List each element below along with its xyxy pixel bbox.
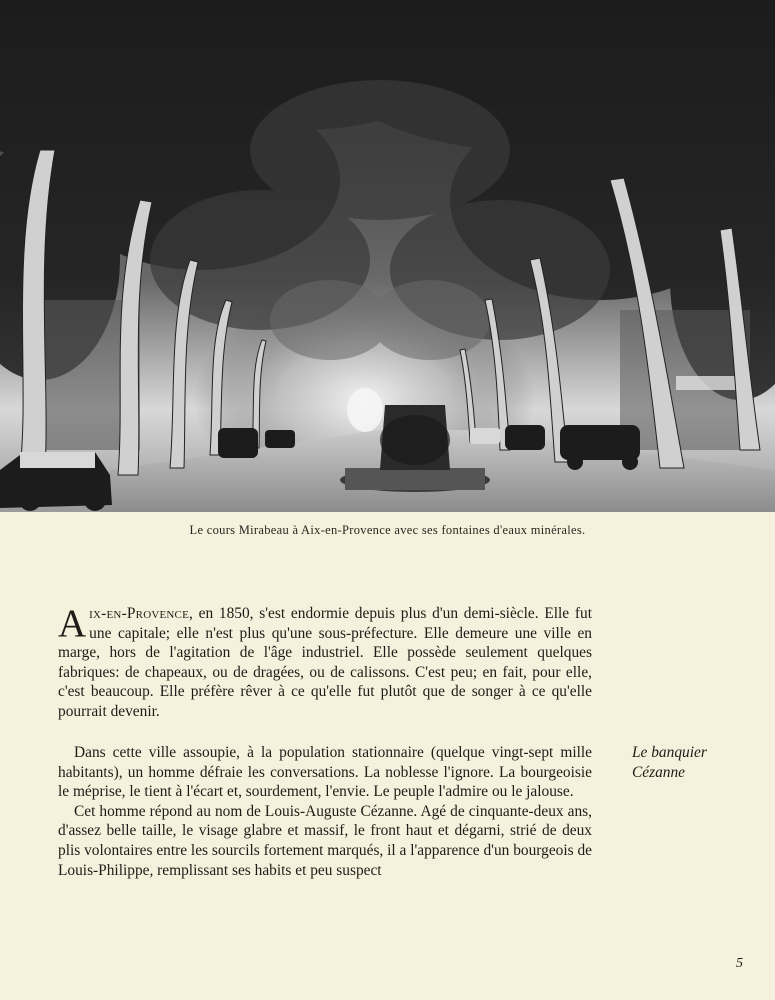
margin-note: [632, 743, 762, 782]
opening-paragraph: [58, 604, 592, 722]
opening-smallcaps: ix-en-Provence: [89, 605, 189, 622]
section-opening: [58, 604, 592, 722]
section-main: [58, 743, 592, 880]
opening-text: , en 1850, s'est endormie depuis plus d'un demi-siècle. Elle fut une capitale; elle n'est plus qu'une sous-préfecture. Elle demeure une ville en marge, hors de l'agitation de l'âge industriel. Elle possède seulement quelques fabriques: de chapeaux, ou de dragées, ou de calissons. C'est peu; en fait, pour elle, c'est beaucoup. Elle préfère rêver à ce qu'elle fut plutôt que de songer à ce qu'elle pourrait devenir.: [58, 605, 592, 720]
body-paragraph: Dans cette ville assoupie, à la population stationnaire (quelque vingt-sept mille habitants), un homme défraie les conversations. La noblesse l'ignore. La bourgeoisie le méprise, le tient à l'écart et, sourdement, l'envie. Le peuple l'admire ou le jalouse.: [58, 744, 592, 801]
margin-note-line: Le banquier: [632, 744, 707, 761]
page-number: 5: [736, 956, 743, 971]
body-paragraph: Cet homme répond au nom de Louis-Auguste Cézanne. Agé de cinquante-deux ans, d'assez belle taille, le visage glabre et massif, le front haut et dégarni, strié de deux plis volontaires entre les sourcils fortement marqués, il a l'apparence d'un bourgeois de Louis-Philippe, remplissant ses habits et peu suspect: [58, 802, 592, 879]
photo-caption: Le cours Mirabeau à Aix-en-Provence avec ses fontaines d'eaux minérales.: [189, 523, 586, 537]
margin-note-line: Cézanne: [632, 763, 686, 781]
drop-cap: A: [58, 602, 87, 645]
